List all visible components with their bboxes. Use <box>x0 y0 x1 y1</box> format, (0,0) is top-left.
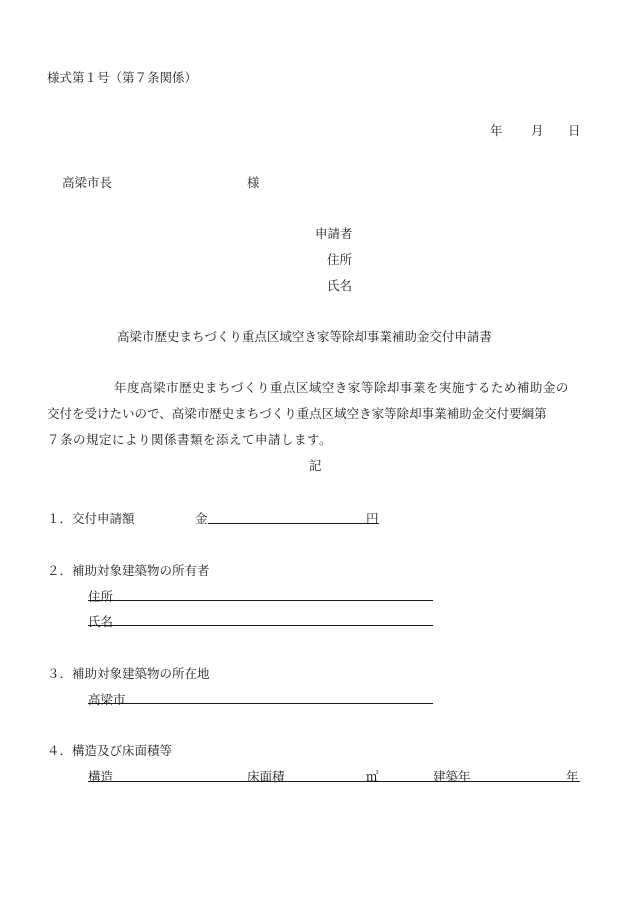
addressee-honorific: 様 <box>247 175 260 190</box>
body-line-3: ７条の規定により関係書類を添えて申請します。 <box>47 432 333 447</box>
item2-name-label: 氏名 <box>88 614 114 629</box>
item4-detail-line <box>88 781 580 782</box>
form-number: 様式第１号（第７条関係） <box>47 70 198 85</box>
item2-label: ２．補助対象建築物の所有者 <box>47 563 210 578</box>
item3-city-label: 高梁市 <box>88 692 126 707</box>
date-day-label: 日 <box>568 123 581 138</box>
body-line-1: 年度高梁市歴史まちづくり重点区域空き家等除却事業を実施するため補助金の <box>114 380 569 395</box>
item2-address-label: 住所 <box>88 589 114 604</box>
applicant-name-label: 氏名 <box>327 278 353 293</box>
applicant-address-label: 住所 <box>327 252 353 267</box>
applicant-title: 申請者 <box>315 226 353 241</box>
item2-name-line <box>88 625 433 626</box>
item1-prefix: 金 <box>195 511 208 526</box>
body-line-2: 交付を受けたいので、高梁市歴史まちづくり重点区域空き家等除却事業補助金交付要綱第 <box>47 406 547 421</box>
item4-year-unit: 年 <box>566 769 579 784</box>
item4-floor-area-label: 床面積 <box>247 769 285 784</box>
item2-address-line <box>88 600 433 601</box>
item1-unit: 円 <box>366 511 379 526</box>
item1-amount-line <box>208 523 379 524</box>
item4-built-year-label: 建築年 <box>433 769 471 784</box>
item4-area-unit: ㎡ <box>366 769 379 784</box>
addressee-name: 高梁市長 <box>62 175 113 190</box>
ki-heading: 記 <box>309 458 322 473</box>
item1-label: １．交付申請額 <box>47 511 135 526</box>
item3-label: ３．補助対象建築物の所在地 <box>47 666 210 681</box>
item3-location-line <box>88 703 433 704</box>
item4-label: ４．構造及び床面積等 <box>47 743 173 758</box>
document-title: 高梁市歴史まちづくり重点区域空き家等除却事業補助金交付申請書 <box>117 329 492 344</box>
date-month-label: 月 <box>531 123 544 138</box>
item4-structure-label: 構造 <box>88 769 114 784</box>
date-year-label: 年 <box>490 123 503 138</box>
